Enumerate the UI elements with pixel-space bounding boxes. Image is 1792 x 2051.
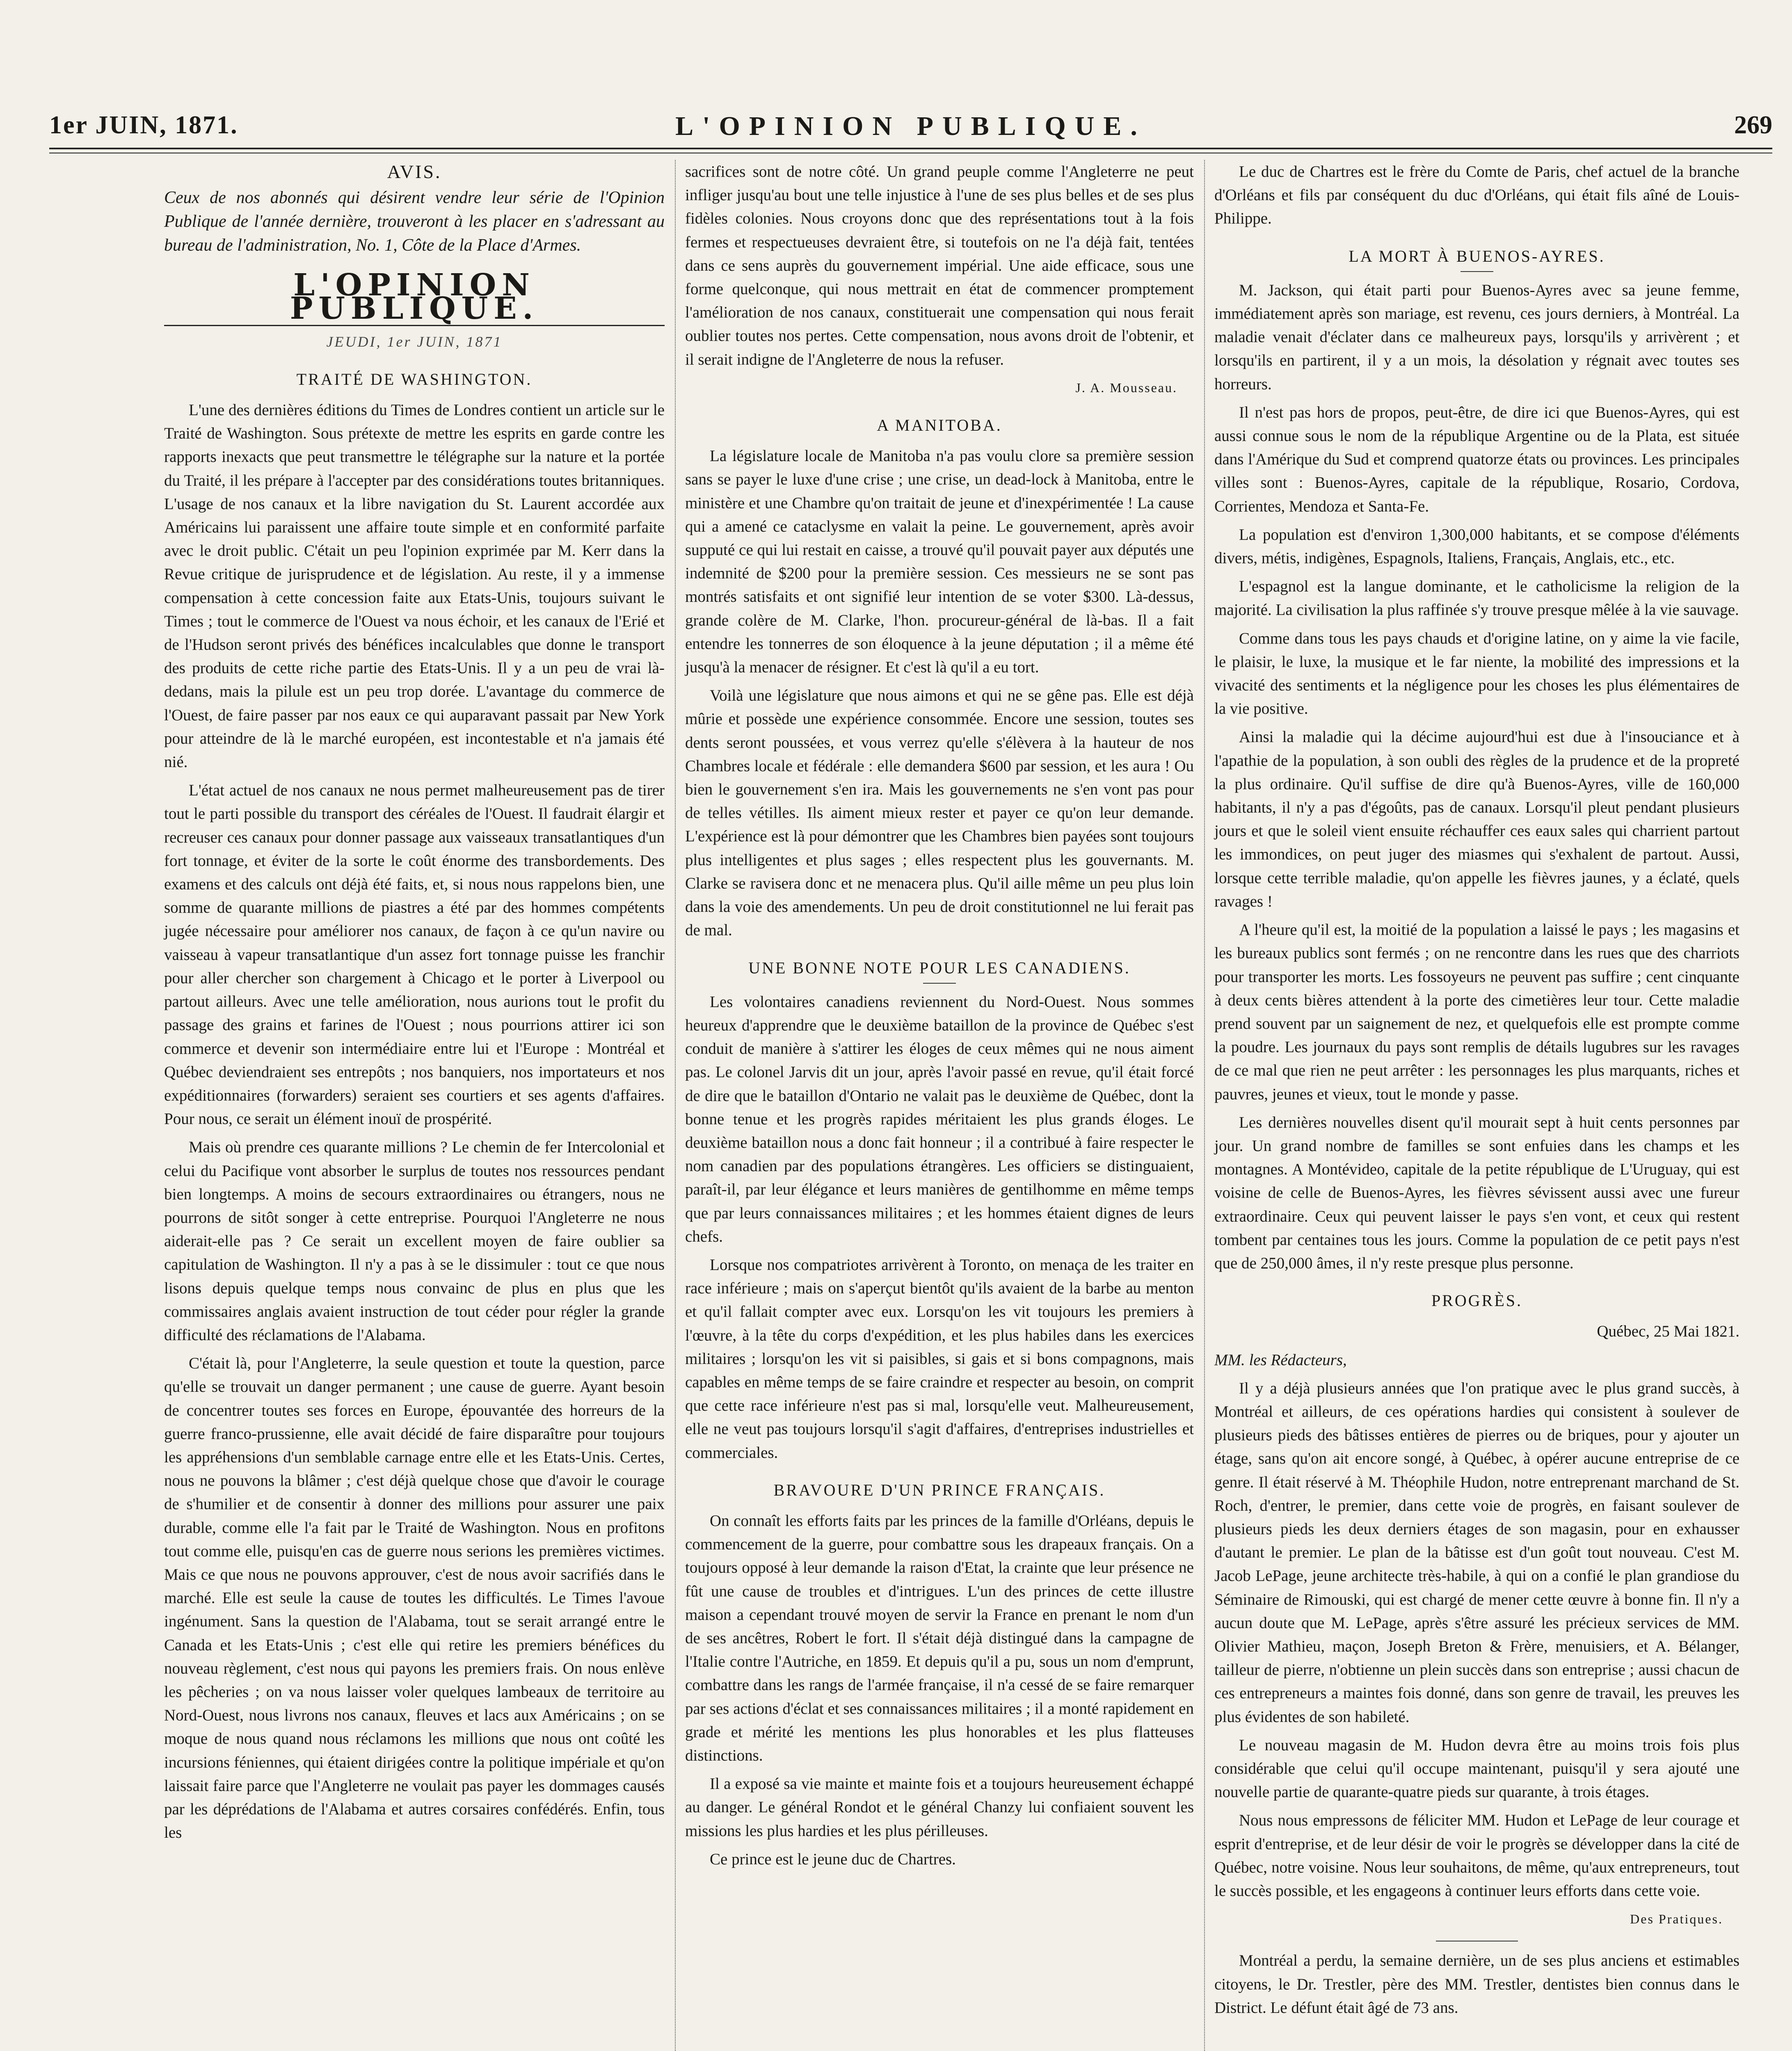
page-header [49,111,1772,148]
avis-title: AVIS. [387,161,442,182]
article-paragraph: Les volontaires canadiens reviennent du Nord-Ouest. Nous sommes heureux d'apprendre que le deuxième bataillon de la province de Québec s'est conduit de manière à s'attirer les éloges de ceux mêmes qui ne nous aiment pas. Le colonel Jarvis dit un jour, après l'avoir passé en revue, qu'il était forcé de dire que le bataillon d'Ontario ne valait pas le deuxième de Québec, dont la bonne tenue et les progrès rapides méritaient les plus grands éloges. Le deuxième bataillon nous a donc fait honneur ; il a contribué à faire respecter le nom canadien par des populations étrangères. Les officiers se distinguaient, paraît-il, par leur élégance et leurs manières de gentilhomme en même temps que par leurs connaissances militaires ; et les hommes étaient dignes de leurs chefs. [685,993,1194,1245]
header-title: L'OPINION PUBLIQUE. [675,111,1146,141]
article-paragraph: Il a exposé sa vie mainte et mainte fois et a toujours heureusement échappé au danger. Le général Rondot et le général Chanzy lui confiaient souvent les missions les plus hardies et les plus périlleuses. [685,1775,1194,1840]
article-title: A MANITOBA. [877,416,1002,435]
article-paragraph: La législature locale de Manitoba n'a pas voulu clore sa première session sans se payer le luxe d'une crise ; une crise, un dead-lock à Manitoba, entre le ministère et une Chambre qu'on traitait de jeune et d'inexpérimentée ! La cause qui a amené ce cataclysme en valait la peine. Le gouvernement, après avoir supputé ce qui lui restait en caisse, a trouvé qu'il pouvait payer aux députés une indemnité de $200 pour la première session. Ces messieurs ne se sont pas montrés satisfaits et ont signifié leur intention de se voter $300. Là-dessus, grande colère de M. Clarke, l'hon. procureur-général de là-bas. Il a fait entendre les tonnerres de son éloquence à la jeune députation ; il a même été jusqu'à la menacer de résigner. Et c'est là qu'il a eu tort. [685,447,1194,676]
issue-dateline: JEUDI, 1er JUIN, 1871 [326,333,503,350]
article-title: BRAVOURE D'UN PRINCE FRANÇAIS. [773,1480,1106,1499]
article-paragraph: On connaît les efforts faits par les princes de la famille d'Orléans, depuis le commencement de la guerre, pour combattre sous les drapeaux français. On a toujours opposé à leur demande la raison d'Etat, la crainte que leur présence ne fût une cause de troubles et d'intrigues. L'un des princes de cette illustre maison a cependant trouvé moyen de servir la France en prenant le nom d'un de ses ancêtres, Robert le fort. Il s'était déjà distingué dans la campagne de l'Italie contre l'Autriche, en 1859. Et depuis qu'il a pu, sous un nom d'emprunt, combattre dans les rangs de l'armée française, il n'a cessé de se faire remarquer par ses actions d'éclat et ses connaissances militaires ; il a monté rapidement en grade et mérité les mentions les plus honorables et les plus flatteuses distinctions. [685,1512,1194,1764]
title-rule [1461,271,1493,272]
obituary-paragraph: Montréal a perdu, la semaine dernière, un de ses plus anciens et estimables citoyens, le Dr. Trestler, père des MM. Trestler, dentistes bien connus dans le District. Le défunt était âgé de 73 ans. [1214,1952,1739,2017]
column-divider [1204,160,1205,2051]
letter-dateline: Québec, 25 Mai 1821. [1597,1322,1739,1341]
article-paragraph: C'était là, pour l'Angleterre, la seule question et toute la question, parce qu'elle se trouvait un danger permanent ; une cause de guerre. Ayant besoin de concentrer toutes ses forces en Europe, épouvantée des horreurs de la guerre franco-prussienne, elle avait décidé de faire disparaître pour toujours les appréhensions d'un semblable carnage entre elle et les Etats-Unis. Certes, nous ne pouvons la blâmer ; c'est déjà quelque chose que d'avoir le courage de s'humilier et de consentir à donner des millions pour assurer une paix durable, comme elle l'a fait par le Traité de Washington. Nous en profitons tout comme elle, puisqu'en cas de guerre nous serions les premières victimes. Mais ce que nous ne pouvons approuver, c'est de nous avoir sacrifiés dans le marché. Elle est seule la cause de toutes les difficultés. Le Times l'avoue ingénument. Sans la question de l'Alabama, tout se serait arrangé entre le Canada et les Etats-Unis ; c'est elle qui retire les premiers bénéfices du nouveau règlement, c'est nous qui payons les premiers frais. On nous enlève les pêcheries ; on va nous laisser voler quelques lambeaux de territoire au Nord-Ouest, nous livrons nos canaux, fleuves et lacs aux Américains ; on se moque de nous quand nous réclamons les millions que nous ont coûté les incursions féniennes, qui étaient dirigées contre la politique impériale et qu'on laissait faire parce que l'Angleterre ne voulait pas payer les dommages causés par les déprédations de l'Alabama et autres corsaires confédérés. Enfin, tous les [164,1354,665,1842]
article-paragraph: Voilà une législature que nous aimons et qui ne se gêne pas. Elle est déjà mûrie et possède une expérience consommée. Encore une session, toutes ses dents seront poussées, et vous verrez qu'elle s'élèvera à la hauteur de nos Chambres locale et fédérale : elle demandera $600 par session, et les aura ! Ou bien le gouvernement s'en ira. Mais les gouvernements ne s'en vont pas pour de telles vétilles. Ils aiment mieux rester et payer ce qu'on leur demande. L'expérience est là pour démontrer que les Chambres bien payées sont toujours plus intelligentes et plus sages ; elles respectent plus les gouvernants. M. Clarke se ravisera donc et ne menacera plus. Qu'il aille même un peu plus loin dans la voie des amendements. Un peu de droit constitutionnel ne lui ferait pas de mal. [685,687,1194,939]
avis-text: Ceux de nos abonnés qui désirent vendre leur série de l'Opinion Publique de l'année dernière, trouveront à les placer en s'adressant au bureau de l'administration, No. 1, Côte de la Place d'Armes. [164,188,665,255]
article-paragraph: Ce prince est le jeune duc de Chartres. [710,1850,956,1868]
letter-signature: Des Pratiques. [1630,1912,1723,1927]
title-rule [923,983,956,984]
article-paragraph: L'état actuel de nos canaux ne nous permet malheureusement pas de tirer tout le parti possible du transport des céréales de l'Ouest. Il faudrait élargir et recreuser ces canaux pour donner passage aux vaisseaux transatlantiques d'un fort tonnage, et éviter de la sorte le coût énorme des transbordements. Des examens et des calculs ont déjà été faits, et, si nous nous rappelons bien, une somme de quarante millions de piastres a été par des hommes compétents jugée nécessaire pour améliorer nos canaux, de façon à ce qu'un navire ou vaisseau à vapeur transatlantique d'un assez fort tonnage puisse les franchir pour aller chercher son chargement à Chicago et le porter à Liverpool ou partout ailleurs. Avec une telle amélioration, nous aurions tout le profit du passage des grains et farines de l'Ouest ; nous pourrions attirer ici son commerce et devenir son intermédiaire entre lui et l'Europe : Montréal et Québec deviendraient ses entrepôts ; nos banquiers, nos importateurs et nos expéditionnaires (forwarders) seraient ses courtiers et ses agents d'affaires. Pour nous, ce serait un élément inouï de prospérité. [164,781,665,1128]
article-paragraph: Lorsque nos compatriotes arrivèrent à Toronto, on menaça de les traiter en race inférieure ; mais on s'aperçut bientôt qu'ils avaient de la barbe au menton et qu'il fallait compter avec eux. Lorsqu'on les vit toujours les premiers à l'œuvre, à la tête du corps d'expédition, et les plus habiles dans les exercices militaires ; lorsqu'on les vit si paisibles, si gais et si bons compagnons, mais capables en même temps de se faire craindre et respecter au besoin, on comprit que cette race inférieure n'est pas si mal, lorsqu'elle veut. Malheureusement, elle ne veut pas toujours lorsqu'il s'agit d'affaires, d'entreprises industrielles et commerciales. [685,1256,1194,1462]
header-date: 1er JUIN, 1871. [49,111,238,139]
article-paragraph: Le duc de Chartres est le frère du Comte de Paris, chef actuel de la branche d'Orléans et fils par conséquent du duc d'Orléans, qui était fils aîné de Louis-Philippe. [1214,163,1739,228]
article-paragraph: M. Jackson, qui était parti pour Buenos-Ayres avec sa jeune femme, immédiatement après son mariage, est revenu, ces jours derniers, à Montréal. La maladie venait d'éclater dans ce malheureux pays, lorsqu'ils y arrivèrent ; et lorsqu'ils en partirent, il y a un mois, la désolation y régnait avec toutes ses horreurs. [1214,281,1739,393]
article-paragraph: Mais où prendre ces quarante millions ? Le chemin de fer Intercolonial et celui du Pacifique vont absorber le surplus de toutes nos ressources pendant bien longtemps. A moins de secours extraordinaires ou étrangers, nous ne pourrons de sitôt songer à cette entreprise. Pourquoi l'Angleterre ne nous aiderait-elle pas ? Ce serait un excellent moyen de faire oublier sa capitulation de Washington. Il n'y a pas à se le dissimuler : tout ce que nous lisons depuis quelque temps nous convainc de plus en plus que les commissaires anglais avaient instruction de tout céder pour régler la grande difficulté des réclamations de l'Alabama. [164,1138,665,1344]
article-paragraph: Nous nous empressons de féliciter MM. Hudon et LePage de leur courage et esprit d'entreprise, et de leur désir de voir le progrès se développer dans la cité de Québec, notre voisine. Nous leur souhaitons, de même, qu'aux entrepreneurs, tout le succès possible, et les engageons à continuer leurs efforts dans cette voie. [1214,1811,1739,1900]
letter-salutation: MM. les Rédacteurs, [1214,1351,1347,1369]
article-paragraph: Ainsi la maladie qui la décime aujourd'hui est due à l'insouciance et à l'apathie de la population, à son oubli des règles de la prudence et de la propreté la plus ordinaire. Qu'il suffise de dire qu'à Buenos-Ayres, ville de 160,000 habitants, il n'y a pas d'égoûts, pas de canaux. Lorsqu'il pleut pendant plusieurs jours et que le soleil vient ensuite réchauffer ces eaux sales qui charrient partout les immondices, on peut juger des miasmes qui s'exhalent de partout. Aussi, lorsque cette terrible maladie, qu'on appelle les fièvres jaunes, y a éclaté, quels ravages ! [1214,728,1739,910]
article-title: PROGRÈS. [1431,1291,1523,1310]
article-signature: J. A. Mousseau. [1075,380,1177,395]
article-paragraph: Le nouveau magasin de M. Hudon devra être au moins trois fois plus considérable que celui qu'il occupe maintenant, puisqu'il y sera ajouté une nouvelle partie de quarante-quatre pieds sur quarante, à trois étages. [1214,1736,1739,1801]
article-continuation: sacrifices sont de notre côté. Un grand peuple comme l'Angleterre ne peut infliger jusqu'au bout une telle injustice à l'une de ses plus belles et de ses plus fidèles colonies. Nous croyons donc que des représentations tout à la fois fermes et respectueuses devraient être, si toutefois on ne l'a déjà fait, tentées dans ce sens auprès du gouvernement impérial. Une aide efficace, sous une forme quelconque, qui nous mettrait en état de commencer promptement l'amélioration de nos canaux, constituerait une compensation qui nous ferait oublier toutes nos pertes. Cette compensation, nous avons droit de l'obtenir, et il serait indigne de l'Angleterre de nous la refuser. [685,163,1194,368]
masthead: L'OPINION PUBLIQUE. [290,267,539,327]
column-3 [1214,160,1739,2024]
article-paragraph: L'espagnol est la langue dominante, et le catholicisme la religion de la majorité. La civilisation la plus raffinée s'y trouve presque mêlée à la vie sauvage. [1214,578,1739,619]
article-paragraph: Il n'est pas hors de propos, peut-être, de dire ici que Buenos-Ayres, qui est aussi connue sous le nom de la république Argentine ou de la Plata, est située dans l'Amérique du Sud et comprend quatorze états ou provinces. Les principales villes sont : Buenos-Ayres, capitale de la république, Rosario, Cordova, Corrientes, Mendoza et Santa-Fe. [1214,403,1739,515]
article-paragraph: Les dernières nouvelles disent qu'il mourait sept à huit cents personnes par jour. Un grand nombre de familles se sont enfuies dans les champs et les montagnes. A Montévideo, capitale de la petite république de L'Uruguay, qui est voisine de celle de Buenos-Ayres, les fièvres sévissent aussi avec une fureur extraordinaire. Ceux qui peuvent laisser le pays s'en vont, et ceux qui restent tombent par centaines tous les jours. Comme la population de ce petit pays n'est que de 250,000 âmes, il n'y reste presque plus personne. [1214,1113,1739,1272]
column-2 [685,160,1194,1876]
column-1 [164,160,665,1849]
article-paragraph: A l'heure qu'il est, la moitié de la population a laissé le pays ; les magasins et les bureaux publics sont fermés ; on ne rencontre dans les rues que des charriots pour transporter les morts. Les fossoyeurs ne peuvent pas suffire ; cent cinquante à deux cents bières attendent à la porte des cimetières leur tour. Cette maladie prend souvent par un saignement de nez, et quelquefois elle est prompte comme la poudre. Les journaux du pays sont remplis de détails lugubres sur les ravages de ce mal que rien ne peut arrêter : les personnages les plus marquants, riches et pauvres, jeunes et vieux, tout le monde y passe. [1214,921,1739,1103]
article-paragraph: Il y a déjà plusieurs années que l'on pratique avec le plus grand succès, à Montréal et ailleurs, de ces opérations hardies qui consistent à soulever de plusieurs pieds des bâtisses entières de pierres ou de briques, pour y ajouter un étage, sans qu'on ait encore songé, à Québec, à opérer aucune entreprise de ce genre. Il était réservé à M. Théophile Hudon, notre entreprenant marchand de St. Roch, d'entrer, le premier, dans cette voie de progrès, en faisant soulever de plusieurs pieds les deux derniers étages de son magasin, pour en exhausser d'autant le premier. Le plan de la bâtisse est d'un goût tout nouveau. C'est M. Jacob LePage, jeune architecte très-habile, à qui on a confié le plan grandiose du Séminaire de Rimouski, qui est chargé de mener cette œuvre à bonne fin. Il n'y a aucun doute que M. LePage, après s'être assuré les précieux services de MM. Olivier Mathieu, maçon, Joseph Breton & Frère, menuisiers, et A. Bélanger, tailleur de pierre, n'obtienne un plein succès dans son entreprise ; aussi chacun de ces entrepreneurs a maintes fois donné, dans son genre de travail, les preuves les plus évidentes de son habileté. [1214,1379,1739,1726]
article-title: TRAITÉ DE WASHINGTON. [296,370,533,388]
header-rule [49,148,1772,149]
article-paragraph: Comme dans tous les pays chauds et d'origine latine, on y aime la vie facile, le plaisir, le luxe, la musique et le far niente, la mobilité des impressions et la vivacité des sentiments et la négligence pour les choses les plus élémentaires de la vie positive. [1214,629,1739,718]
article-paragraph: L'une des dernières éditions du Times de Londres contient un article sur le Traité de Washington. Sous prétexte de mettre les esprits en garde contre les rapports inexacts que peut transmettre le télégraphe sur la nature et la portée du Traité, il les prépare à l'accepter par des considérations toutes britanniques. L'usage de nos canaux et la libre navigation du St. Laurent accordée aux Américains lui paraissent une affaire toute simple et en conformité parfaite avec le droit public. C'était un peu l'opinion exprimée par M. Kerr dans la Revue critique de jurisprudence et de législation. Au reste, il y a immense compensation à cette concession faite aux Etats-Unis, toujours suivant le Times ; tout le commerce de l'Ouest va nous échoir, et les canaux de l'Erié et de l'Hudson seront privés des bénéfices incalculables que donne le transport des produits de cette riche partie des Etats-Unis. Il y a un peu de vrai là-dedans, mais la pilule est un peu trop dorée. L'avantage du commerce de l'Ouest, de faire passer par nos eaux ce qui auparavant passait par New York pour atteindre de là le marché européen, est incontestable et n'a jamais été nié. [164,401,665,771]
column-divider [675,160,676,2051]
article-title: LA MORT À BUENOS-AYRES. [1349,247,1605,265]
article-paragraph: La population est d'environ 1,300,000 habitants, et se compose d'éléments divers, métis, indigènes, Espagnols, Italiens, Français, Anglais, etc., etc. [1214,525,1739,567]
article-title: UNE BONNE NOTE POUR LES CANADIENS. [748,958,1131,977]
page-number: 269 [1734,111,1772,139]
